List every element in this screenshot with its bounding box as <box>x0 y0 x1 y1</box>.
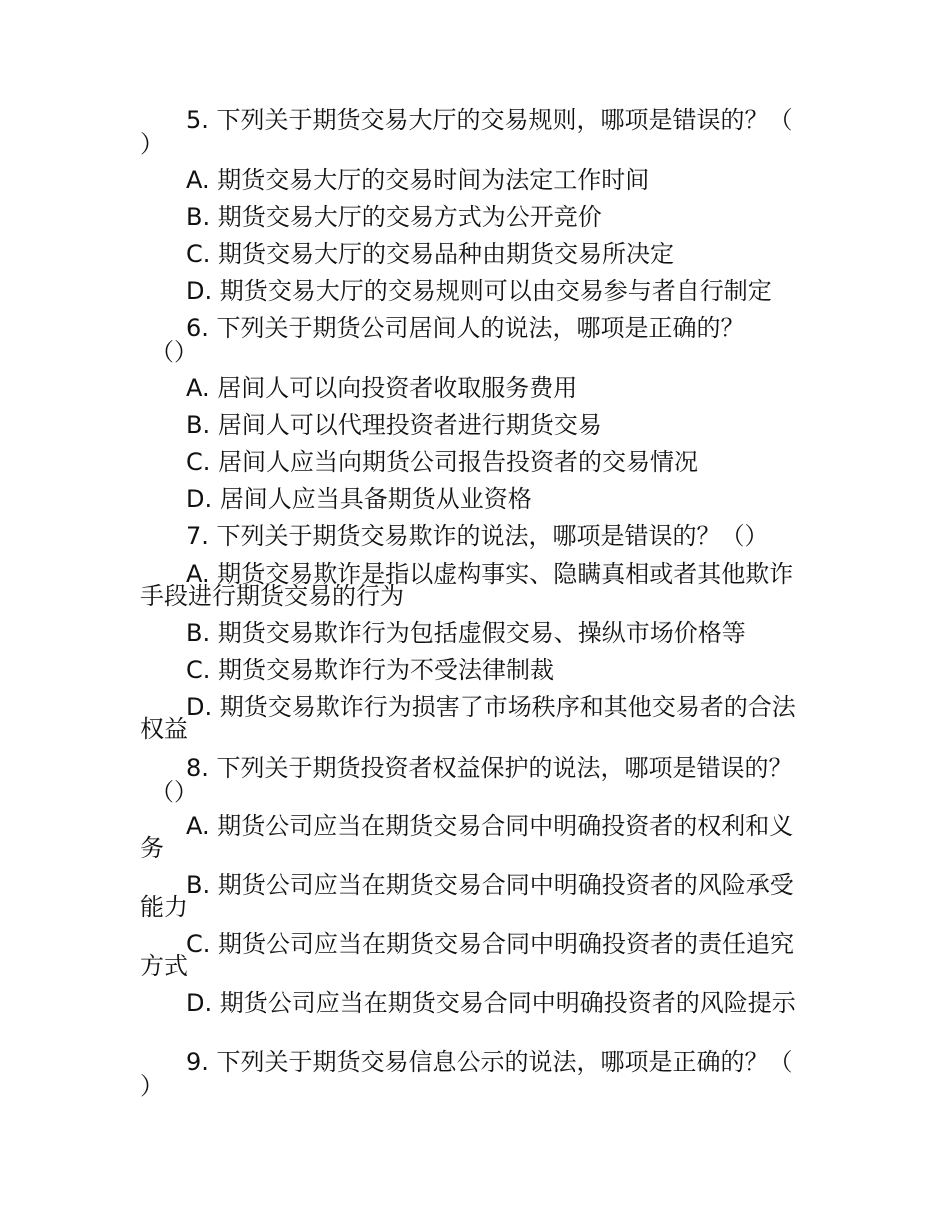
question-7-option-a: A. 期货交易欺诈是指以虚构事实、隐瞒真相或者其他欺诈手段进行期货交易的行为 <box>140 560 794 610</box>
question-8-option-d: D. 期货公司应当在期货交易合同中明确投资者的风险提示 <box>186 989 796 1017</box>
question-5-option-d: D. 期货交易大厅的交易规则可以由交易参与者自行制定 <box>186 277 772 305</box>
question-5-option-a: A. 期货交易大厅的交易时间为法定工作时间 <box>186 166 650 194</box>
question-6-option-d: D. 居间人应当具备期货从业资格 <box>186 485 532 513</box>
question-8-option-b: B. 期货公司应当在期货交易合同中明确投资者的风险承受能力 <box>140 871 794 921</box>
question-8-option-a: A. 期货公司应当在期货交易合同中明确投资者的权利和义务 <box>140 812 794 862</box>
question-5-option-b: B. 期货交易大厅的交易方式为公开竞价 <box>186 203 602 231</box>
question-5-stem-cont: ） <box>140 130 164 158</box>
question-5-option-c: C. 期货交易大厅的交易品种由期货交易所决定 <box>186 240 675 268</box>
question-6-stem-cont: （） <box>150 338 198 366</box>
question-5-stem: 5. 下列关于期货交易大厅的交易规则，哪项是错误的？（ <box>186 106 793 134</box>
question-7-option-c: C. 期货交易欺诈行为不受法律制裁 <box>186 656 555 684</box>
question-7-option-b: B. 期货交易欺诈行为包括虚假交易、操纵市场价格等 <box>186 619 746 647</box>
question-6-option-b: B. 居间人可以代理投资者进行期货交易 <box>186 411 602 439</box>
question-7-stem: 7. 下列关于期货交易欺诈的说法，哪项是错误的？（） <box>186 522 769 550</box>
question-9-stem-cont: ） <box>140 1072 164 1100</box>
question-8-stem: 8. 下列关于期货投资者权益保护的说法，哪项是错误的？ <box>186 754 793 782</box>
question-7-option-d: D. 期货交易欺诈行为损害了市场秩序和其他交易者的合法权益 <box>140 693 796 743</box>
question-6-option-c: C. 居间人应当向期货公司报告投资者的交易情况 <box>186 448 699 476</box>
question-9-stem: 9. 下列关于期货交易信息公示的说法，哪项是正确的？（ <box>186 1048 793 1076</box>
question-8-stem-cont: （） <box>150 778 198 806</box>
question-8-option-c: C. 期货公司应当在期货交易合同中明确投资者的责任追究方式 <box>140 930 795 980</box>
question-6-option-a: A. 居间人可以向投资者收取服务费用 <box>186 374 578 402</box>
question-6-stem: 6. 下列关于期货公司居间人的说法，哪项是正确的？ <box>186 314 745 342</box>
